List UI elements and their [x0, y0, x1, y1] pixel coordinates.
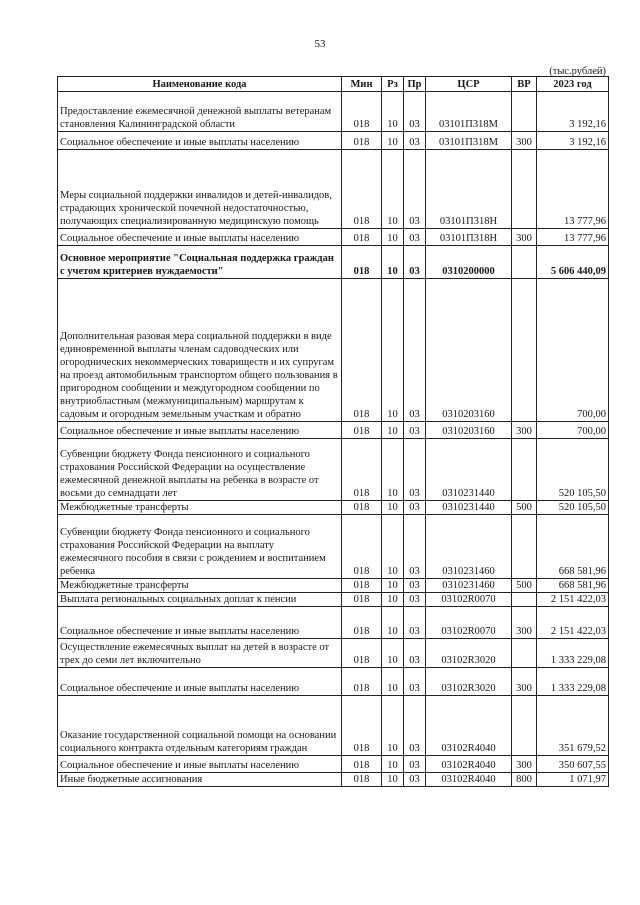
cell-min: 018 — [342, 92, 382, 132]
cell-rz: 10 — [382, 132, 404, 150]
cell-name: Дополнительная разовая мера социальной поддержки в виде единовременной выплаты членам садоводческих или огороднических некоммерческих товариществ и их супругам на проезд автомобильным транспортом общего пользования в пригородном сообщении и междугородном сообщении по внутриобластным (межмуниципальным) маршрутам к садовым и огородным земельным участкам и обратно — [58, 279, 342, 422]
cell-rz: 10 — [382, 501, 404, 515]
cell-rz: 10 — [382, 229, 404, 246]
cell-name: Осуществление ежемесячных выплат на детей в возрасте от трех до семи лет включительно — [58, 639, 342, 668]
cell-vr: 300 — [512, 756, 537, 773]
cell-vr — [512, 593, 537, 607]
cell-min: 018 — [342, 515, 382, 579]
cell-min: 018 — [342, 132, 382, 150]
cell-vr — [512, 246, 537, 279]
cell-amount: 3 192,16 — [537, 92, 609, 132]
cell-name: Социальное обеспечение и иные выплаты населению — [58, 132, 342, 150]
cell-name: Выплата региональных социальных доплат к пенсии — [58, 593, 342, 607]
cell-amount: 668 581,96 — [537, 515, 609, 579]
cell-name: Межбюджетные трансферты — [58, 501, 342, 515]
cell-min: 018 — [342, 773, 382, 787]
cell-rz: 10 — [382, 773, 404, 787]
cell-amount: 350 607,55 — [537, 756, 609, 773]
header-csr: ЦСР — [426, 77, 512, 92]
cell-vr — [512, 150, 537, 229]
cell-pr: 03 — [404, 150, 426, 229]
cell-csr: 0310231440 — [426, 439, 512, 501]
cell-min: 018 — [342, 501, 382, 515]
table-row — [58, 229, 609, 246]
cell-amount: 1 333 229,08 — [537, 639, 609, 668]
cell-pr: 03 — [404, 132, 426, 150]
cell-rz: 10 — [382, 279, 404, 422]
header-min: Мин — [342, 77, 382, 92]
table-row — [58, 501, 609, 515]
cell-rz: 10 — [382, 579, 404, 593]
cell-min: 018 — [342, 150, 382, 229]
cell-amount: 700,00 — [537, 422, 609, 439]
cell-amount: 2 151 422,03 — [537, 593, 609, 607]
cell-pr: 03 — [404, 607, 426, 639]
cell-vr — [512, 92, 537, 132]
cell-rz: 10 — [382, 439, 404, 501]
cell-csr: 03102R4040 — [426, 773, 512, 787]
cell-pr: 03 — [404, 279, 426, 422]
cell-vr — [512, 439, 537, 501]
cell-rz: 10 — [382, 246, 404, 279]
cell-pr: 03 — [404, 579, 426, 593]
cell-vr: 300 — [512, 229, 537, 246]
cell-min: 018 — [342, 439, 382, 501]
table-row — [58, 246, 609, 279]
table-row — [58, 515, 609, 579]
cell-amount: 3 192,16 — [537, 132, 609, 150]
cell-csr: 03102R3020 — [426, 639, 512, 668]
cell-vr: 500 — [512, 501, 537, 515]
cell-amount: 13 777,96 — [537, 150, 609, 229]
cell-csr: 03102R3020 — [426, 668, 512, 696]
cell-vr — [512, 696, 537, 756]
cell-min: 018 — [342, 607, 382, 639]
cell-csr: 03101П318М — [426, 132, 512, 150]
cell-name: Меры социальной поддержки инвалидов и детей-инвалидов, страдающих хронической почечной недостаточностью, получающих специализированную медицинскую помощь — [58, 150, 342, 229]
table-header-row — [58, 77, 609, 92]
cell-amount: 351 679,52 — [537, 696, 609, 756]
cell-rz: 10 — [382, 756, 404, 773]
cell-rz: 10 — [382, 150, 404, 229]
cell-rz: 10 — [382, 639, 404, 668]
cell-csr: 0310200000 — [426, 246, 512, 279]
budget-table — [57, 76, 609, 787]
cell-pr: 03 — [404, 92, 426, 132]
cell-rz: 10 — [382, 593, 404, 607]
header-name: Наименование кода — [58, 77, 342, 92]
cell-pr: 03 — [404, 515, 426, 579]
cell-csr: 03102R0070 — [426, 593, 512, 607]
cell-name: Основное мероприятие "Социальная поддержка граждан с учетом критериев нуждаемости" — [58, 246, 342, 279]
table-row — [58, 668, 609, 696]
cell-csr: 03102R4040 — [426, 696, 512, 756]
cell-amount: 1 071,97 — [537, 773, 609, 787]
cell-vr: 500 — [512, 579, 537, 593]
cell-pr: 03 — [404, 501, 426, 515]
cell-min: 018 — [342, 579, 382, 593]
cell-csr: 03101П318Н — [426, 229, 512, 246]
cell-amount: 1 333 229,08 — [537, 668, 609, 696]
cell-name: Субвенции бюджету Фонда пенсионного и социального страхования Российской Федерации на выплату ежемесячного пособия в связи с рождением и воспитанием ребенка — [58, 515, 342, 579]
cell-rz: 10 — [382, 668, 404, 696]
cell-rz: 10 — [382, 607, 404, 639]
header-rz: Рз — [382, 77, 404, 92]
header-vr: ВР — [512, 77, 537, 92]
cell-min: 018 — [342, 229, 382, 246]
cell-csr: 03102R4040 — [426, 756, 512, 773]
table-row — [58, 439, 609, 501]
cell-name: Субвенции бюджету Фонда пенсионного и социального страхования Российской Федерации на осуществление ежемесячной денежной выплаты на ребенка в возрасте от восьми до семнадцати лет — [58, 439, 342, 501]
cell-name: Социальное обеспечение и иные выплаты населению — [58, 668, 342, 696]
cell-min: 018 — [342, 593, 382, 607]
table-row — [58, 150, 609, 229]
cell-rz: 10 — [382, 92, 404, 132]
table-row — [58, 607, 609, 639]
cell-vr — [512, 515, 537, 579]
cell-csr: 0310231460 — [426, 579, 512, 593]
cell-pr: 03 — [404, 422, 426, 439]
cell-min: 018 — [342, 279, 382, 422]
cell-csr: 0310231460 — [426, 515, 512, 579]
cell-pr: 03 — [404, 756, 426, 773]
cell-name: Социальное обеспечение и иные выплаты населению — [58, 422, 342, 439]
table-body — [58, 92, 609, 787]
cell-vr — [512, 639, 537, 668]
cell-rz: 10 — [382, 696, 404, 756]
cell-amount: 668 581,96 — [537, 579, 609, 593]
cell-min: 018 — [342, 639, 382, 668]
cell-min: 018 — [342, 668, 382, 696]
cell-csr: 03101П318М — [426, 92, 512, 132]
cell-amount: 5 606 440,09 — [537, 246, 609, 279]
cell-rz: 10 — [382, 515, 404, 579]
table-row — [58, 422, 609, 439]
cell-amount: 700,00 — [537, 279, 609, 422]
cell-vr: 300 — [512, 607, 537, 639]
cell-name: Социальное обеспечение и иные выплаты населению — [58, 607, 342, 639]
cell-min: 018 — [342, 246, 382, 279]
cell-pr: 03 — [404, 773, 426, 787]
cell-vr: 300 — [512, 422, 537, 439]
table-row — [58, 593, 609, 607]
cell-name: Предоставление ежемесячной денежной выплаты ветеранам становления Калининградской области — [58, 92, 342, 132]
units-label: (тыс.рублей) — [549, 66, 606, 77]
cell-amount: 520 105,50 — [537, 439, 609, 501]
table-row — [58, 756, 609, 773]
cell-name: Иные бюджетные ассигнования — [58, 773, 342, 787]
cell-csr: 0310231440 — [426, 501, 512, 515]
cell-amount: 2 151 422,03 — [537, 607, 609, 639]
cell-name: Социальное обеспечение и иные выплаты населению — [58, 756, 342, 773]
cell-pr: 03 — [404, 439, 426, 501]
cell-csr: 03101П318Н — [426, 150, 512, 229]
cell-pr: 03 — [404, 696, 426, 756]
cell-min: 018 — [342, 696, 382, 756]
table-row — [58, 696, 609, 756]
cell-amount: 520 105,50 — [537, 501, 609, 515]
cell-vr: 300 — [512, 668, 537, 696]
table-row — [58, 579, 609, 593]
cell-vr: 300 — [512, 132, 537, 150]
cell-rz: 10 — [382, 422, 404, 439]
header-year: 2023 год — [537, 77, 609, 92]
cell-min: 018 — [342, 756, 382, 773]
cell-name: Межбюджетные трансферты — [58, 579, 342, 593]
cell-csr: 0310203160 — [426, 422, 512, 439]
table-row — [58, 773, 609, 787]
cell-pr: 03 — [404, 639, 426, 668]
cell-pr: 03 — [404, 668, 426, 696]
header-pr: Пр — [404, 77, 426, 92]
table-row — [58, 92, 609, 132]
cell-min: 018 — [342, 422, 382, 439]
cell-amount: 13 777,96 — [537, 229, 609, 246]
cell-pr: 03 — [404, 246, 426, 279]
cell-name: Социальное обеспечение и иные выплаты населению — [58, 229, 342, 246]
page-number: 53 — [314, 38, 326, 50]
cell-csr: 03102R0070 — [426, 607, 512, 639]
cell-name: Оказание государственной социальной помощи на основании социального контракта отдельным категориям граждан — [58, 696, 342, 756]
cell-pr: 03 — [404, 593, 426, 607]
cell-vr: 800 — [512, 773, 537, 787]
table-row — [58, 639, 609, 668]
cell-vr — [512, 279, 537, 422]
cell-pr: 03 — [404, 229, 426, 246]
cell-csr: 0310203160 — [426, 279, 512, 422]
table-row — [58, 132, 609, 150]
table-row — [58, 279, 609, 422]
